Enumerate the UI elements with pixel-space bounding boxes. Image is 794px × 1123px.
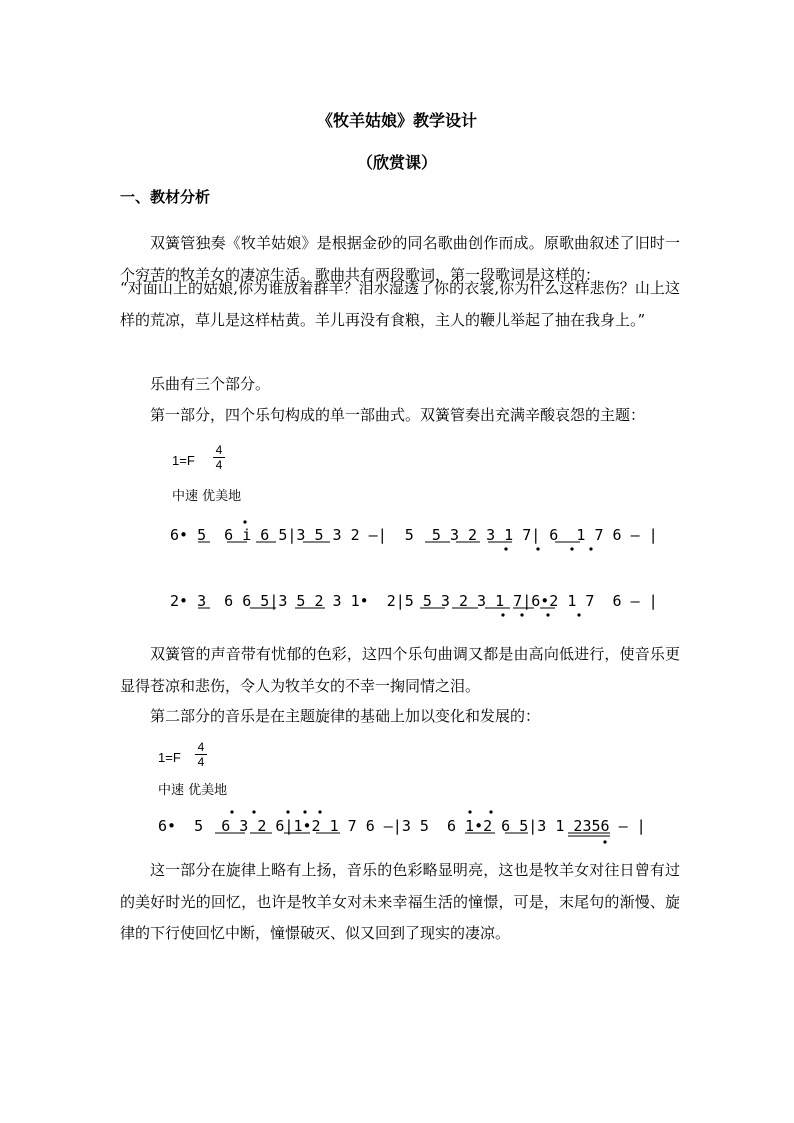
doc-title: 《牧羊姑娘》教学设计 xyxy=(316,111,477,130)
key-signature: 1=F xyxy=(172,453,195,468)
paragraph-part-one: 第一部分，四个乐句构成的单一部曲式。双簧管奏出充满辛酸哀怨的主题： xyxy=(150,406,646,424)
doc-subtitle: （欣赏课） xyxy=(356,153,437,172)
time-signature-bottom: 4 xyxy=(197,755,205,769)
paragraph-oboe-color: 双簧管的声音带有忧郁的色彩，这四个乐句曲调又都是由高向低进行，使音乐更显得苍凉和悲伤，令人为牧羊女的不幸一掬同情之泪。 xyxy=(120,645,680,695)
paragraph-three-parts: 乐曲有三个部分。 xyxy=(150,375,271,393)
score-line-1: 6• 5 6 i 6 5|3 5 3 2 —| 5 5 3 2 3 1 7| 6 1 7 6 — | xyxy=(170,526,658,544)
tempo-marking: 中速 优美地 xyxy=(172,489,242,504)
paragraph-part-two: 第二部分的音乐是在主题旋律的基础上加以变化和发展的： xyxy=(150,707,541,725)
paragraph-intro: 双簧管独奏《牧羊姑娘》是根据金砂的同名歌曲创作而成。原歌曲叙述了旧时一个穷苦的牧羊女的凄凉生活。歌曲共有两段歌词，第一段歌词是这样的： xyxy=(120,234,680,284)
time-signature-bottom: 4 xyxy=(215,458,223,472)
paragraph-lyrics-quote: “对面山上的姑娘,你为谁放着群羊？泪水湿透了你的衣裳,你为什么这样悲伤？山上这样的荒凉，草儿是这样枯黄。羊儿再没有食粮，主人的鞭儿举起了抽在我身上。” xyxy=(120,279,680,329)
key-signature: 1=F xyxy=(158,750,181,765)
score-line-2: 2• 3 6 6 5|3 5 2 3 1• 2|5 5 3 2 3 1 7|6•2 1 7 6 — | xyxy=(170,592,658,610)
time-signature-top: 4 xyxy=(213,443,225,458)
score-line-1: 6• 5 6 3 2 6|1•2 1 7 6 —|3 5 6 1•2 6 5|3 1 2356 — | xyxy=(158,817,646,835)
paragraph-part-two-description: 这一部分在旋律上略有上扬，音乐的色彩略显明亮，这也是牧羊女对往日曾有过的美好时光的回忆，也许是牧羊女对未来幸福生活的憧憬，可是，末尾句的渐慢、旋律的下行使回忆中断，憧憬破灭、似又回到了现实的凄凉。 xyxy=(120,861,680,942)
section-heading-material-analysis: 一、教材分析 xyxy=(120,188,211,206)
tempo-marking: 中速 优美地 xyxy=(158,783,228,798)
time-signature-top: 4 xyxy=(195,740,207,755)
